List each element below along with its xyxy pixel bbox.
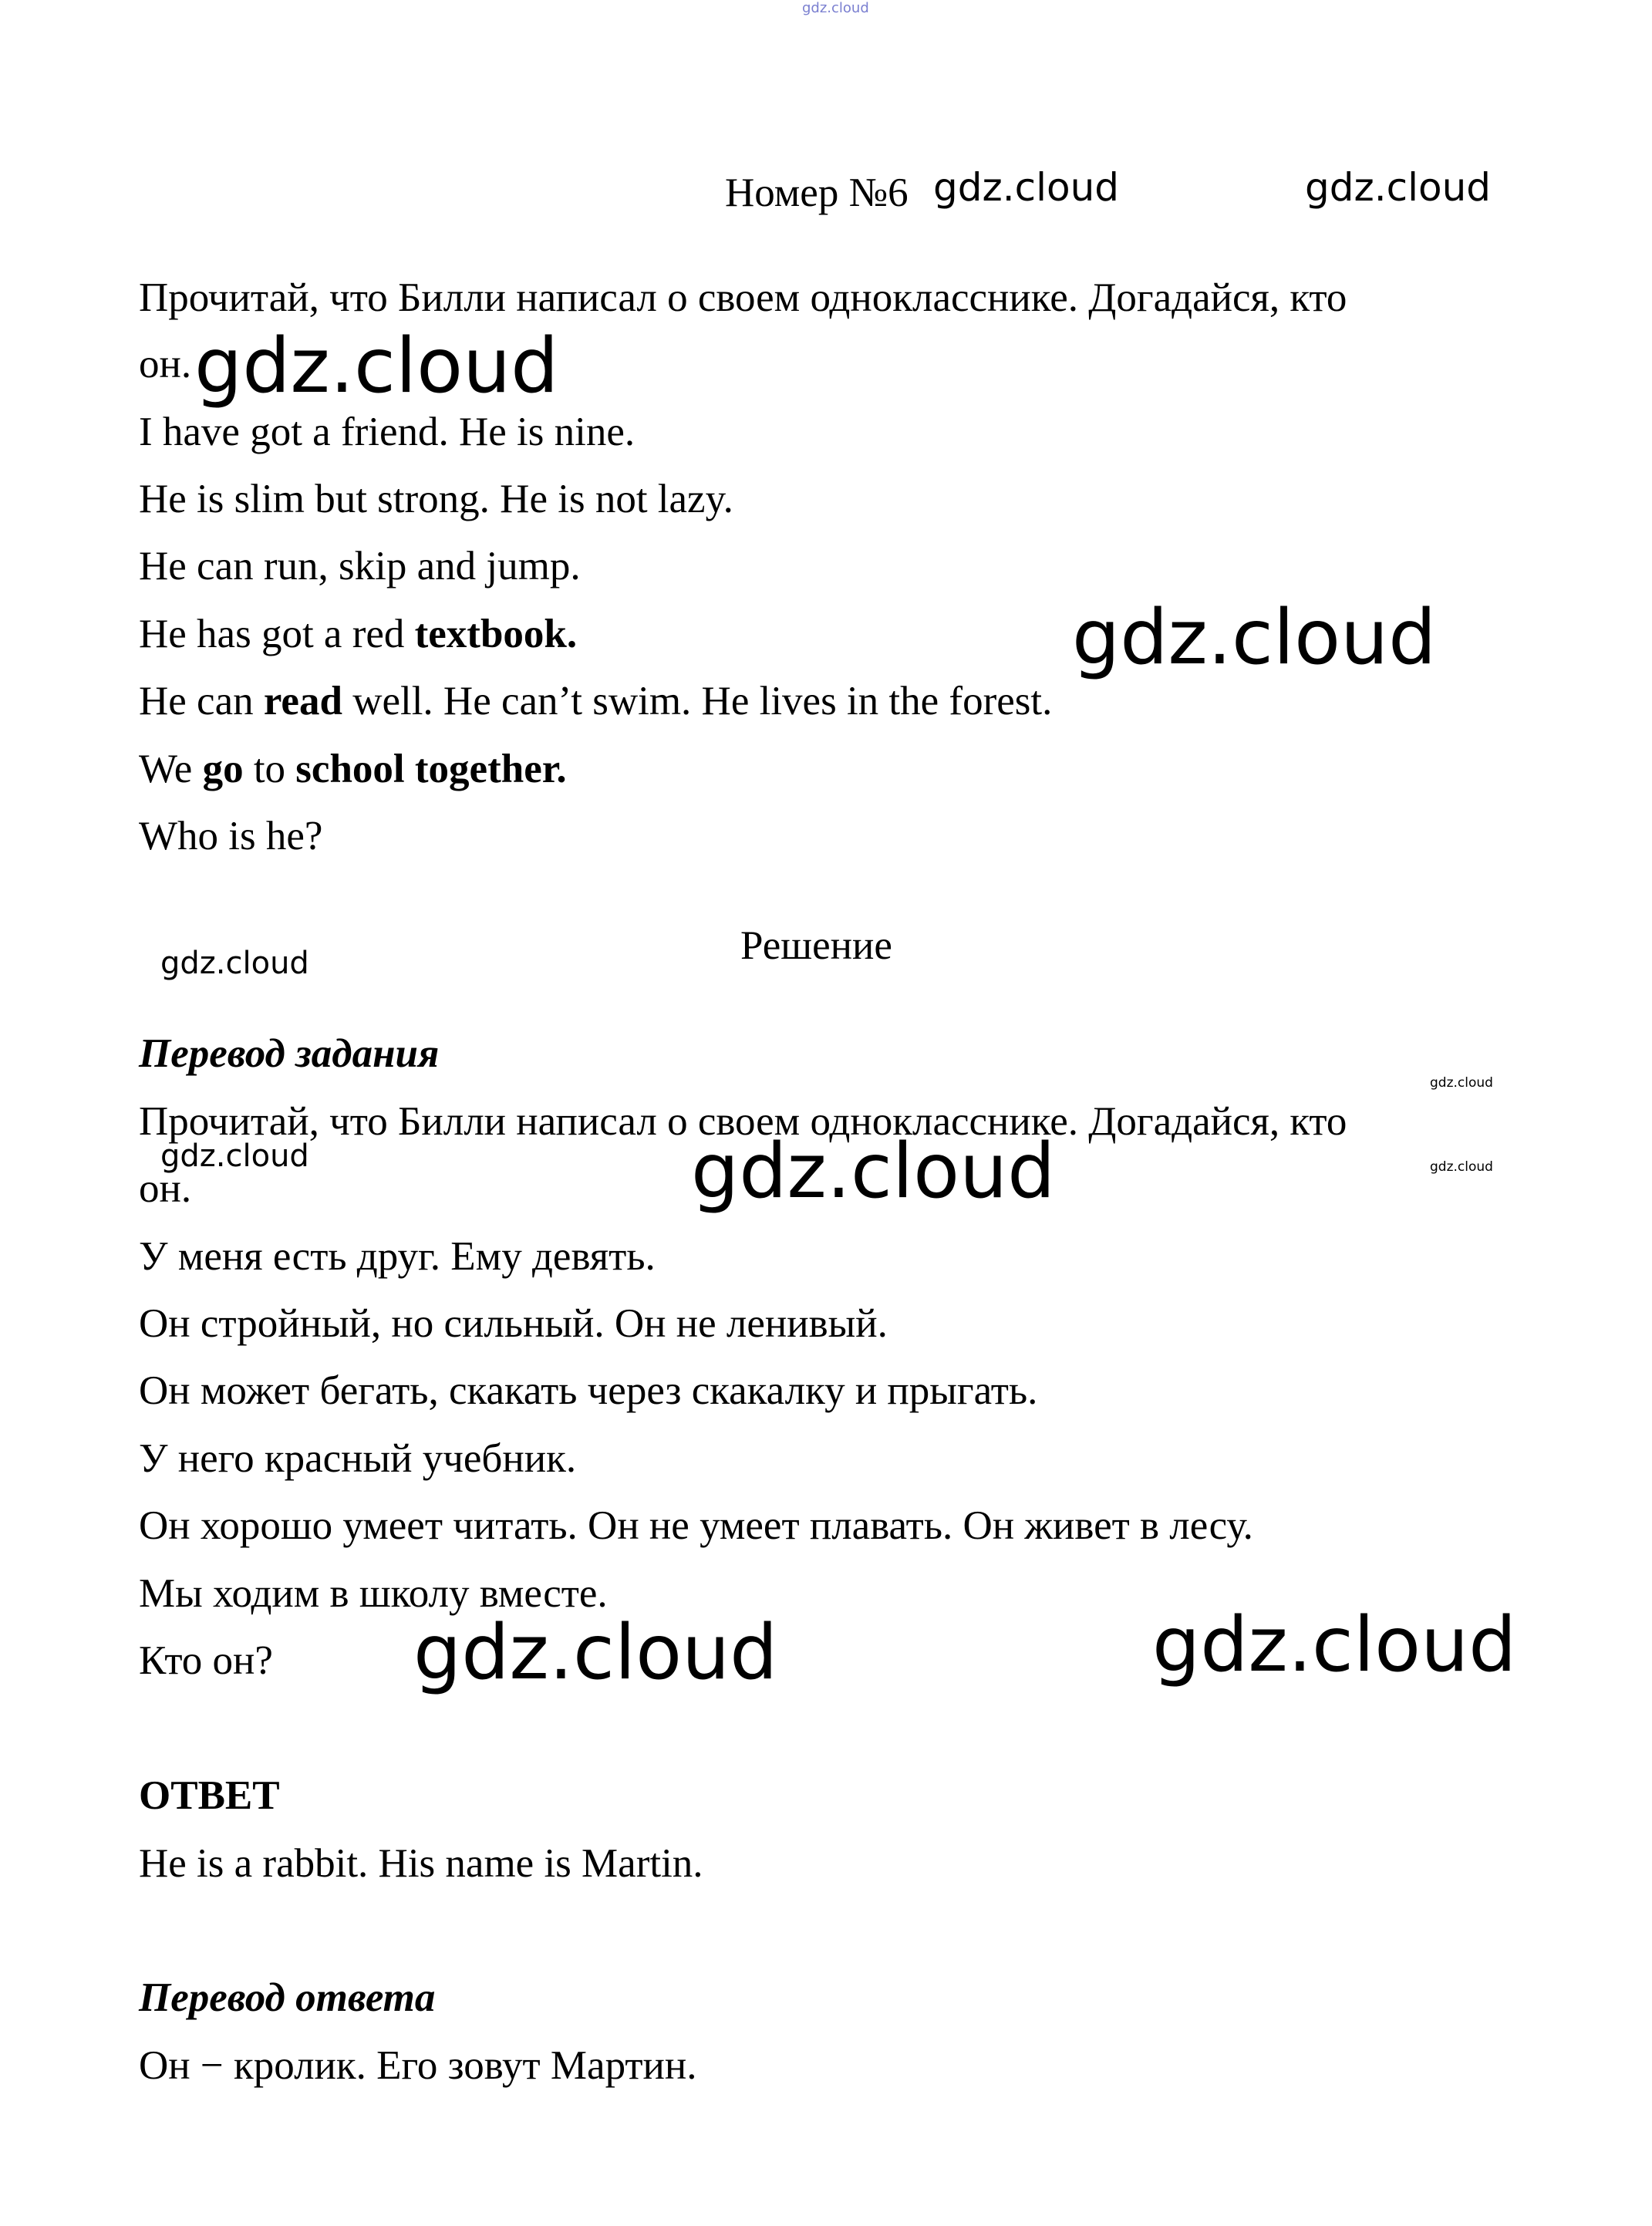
task-intro-line-1: Прочитай, что Билли написал о своем однокласснике. Догадайся, кто: [139, 275, 1347, 320]
watermark: gdz.cloud: [194, 322, 559, 410]
task-line: He can run, skip and jump.: [139, 544, 581, 589]
translation-line: У меня есть друг. Ему девять.: [139, 1234, 656, 1279]
watermark: gdz.cloud: [160, 946, 309, 981]
task-line: He has got a red textbook.: [139, 612, 578, 656]
translation-line: Он хорошо умеет читать. Он не умеет плавать. Он живет в лесу.: [139, 1503, 1253, 1548]
watermark: gdz.cloud: [413, 1609, 778, 1697]
task-intro-line-2: он.: [139, 342, 192, 386]
watermark: gdz.cloud: [160, 1138, 309, 1174]
watermark: gdz.cloud: [1430, 1075, 1493, 1091]
task-line: He is slim but strong. He is not lazy.: [139, 477, 733, 521]
translation-heading: Перевод задания: [139, 1031, 440, 1076]
translation-line: Мы ходим в школу вместе.: [139, 1571, 608, 1616]
translation-line: Кто он?: [139, 1638, 273, 1683]
watermark: gdz.cloud: [1152, 1601, 1517, 1689]
answer-text: He is a rabbit. His name is Martin.: [139, 1841, 703, 1886]
translation-intro-line-2: он.: [139, 1166, 192, 1211]
translation-line: Он может бегать, скакать через скакалку и прыгать.: [139, 1368, 1038, 1413]
translation-line: У него красный учебник.: [139, 1436, 577, 1481]
answer-heading: ОТВЕТ: [139, 1773, 280, 1818]
task-line: I have got a friend. He is nine.: [139, 410, 636, 454]
task-line: Who is he?: [139, 814, 323, 858]
watermark: gdz.cloud: [1305, 165, 1492, 210]
watermark: gdz.cloud: [1430, 1159, 1493, 1175]
task-line: He can read well. He can’t swim. He lives in the forest.: [139, 679, 1053, 723]
watermark: gdz.cloud: [1072, 594, 1437, 682]
page-title: Номер №6: [725, 170, 909, 215]
translation-intro-line-1: Прочитай, что Билли написал о своем однокласснике. Догадайся, кто: [139, 1099, 1347, 1144]
answer-translation-text: Он − кролик. Его зовут Мартин.: [139, 2043, 697, 2088]
top-watermark: gdz.cloud: [802, 0, 869, 16]
task-line: We go to school together.: [139, 747, 567, 791]
watermark: gdz.cloud: [933, 165, 1120, 210]
watermark: gdz.cloud: [691, 1128, 1056, 1216]
translation-line: Он стройный, но сильный. Он не ленивый.: [139, 1301, 888, 1346]
solution-heading: Решение: [740, 923, 892, 968]
answer-translation-heading: Перевод ответа: [139, 1975, 436, 2020]
